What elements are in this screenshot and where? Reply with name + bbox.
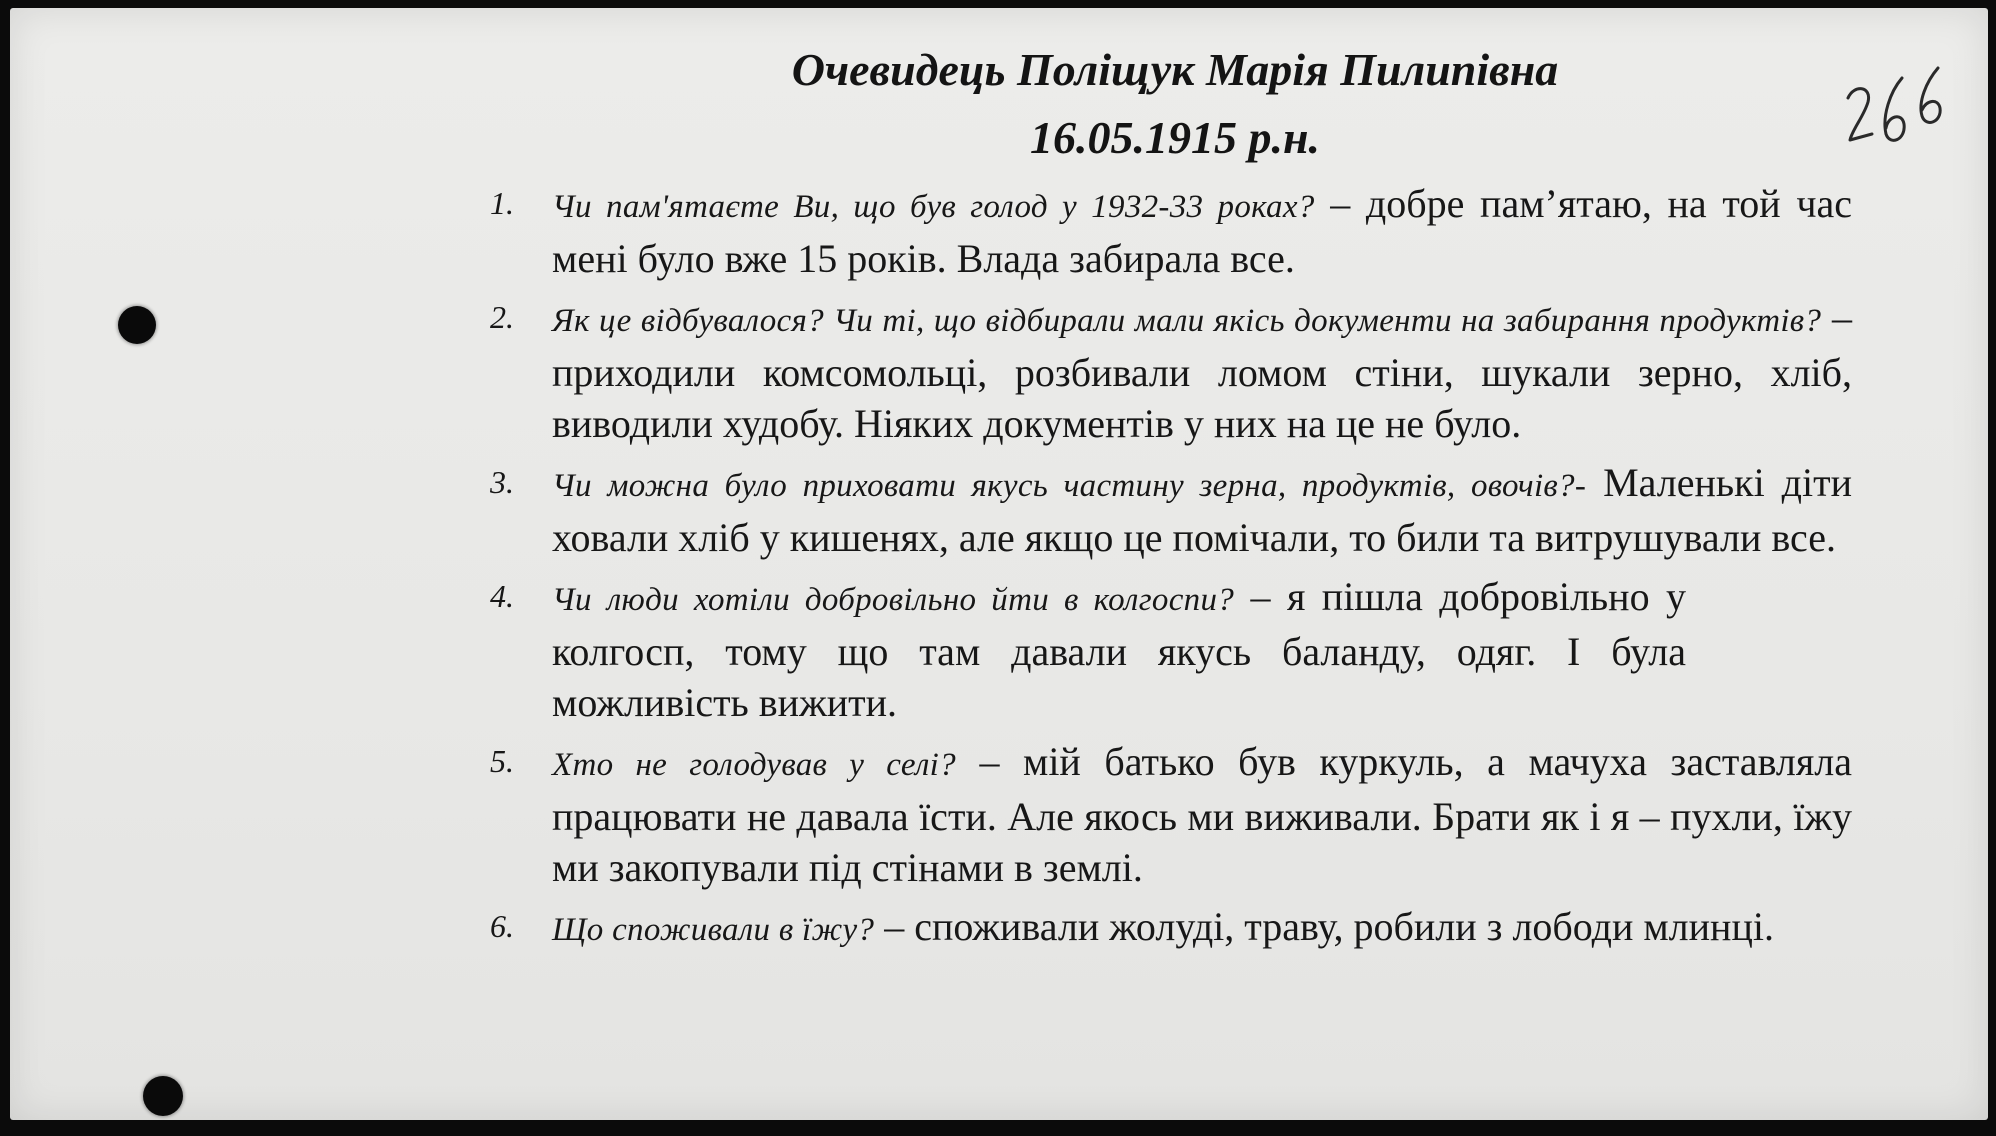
answer-text: – добре пам’ятаю, на той час мені було вже 15 років. Влада забирала все. [552,181,1852,281]
witness-name: Очевидець Поліщук Марія Пилипівна [791,44,1559,95]
list-item [482,571,1852,728]
list-item [482,178,1852,284]
answer-text: – приходили комсомольці, розбивали ломом стіни, шукали зерно, хліб, виводили худобу. Ніяких документів у них на це не було. [552,295,1853,446]
question-text: Чи пам'ятаєте Ви, що був голод у 1932-33 роках? [552,189,1315,225]
item-number: 3. [490,464,514,500]
handwritten-number-mark [1842,58,1952,158]
list-item [482,292,1852,449]
list-item [482,457,1852,563]
item-number: 2. [490,299,514,335]
item-number: 5. [490,743,514,779]
punch-hole-top [118,306,156,344]
answer-text: – я пішла добровільно у колгосп, тому що там давали якусь баланду, одяг. І була можливість вижити. [552,574,1687,725]
handwritten-sheet-number [1842,58,1952,158]
question-text: Хто не голодував у селі? [552,747,956,783]
question-text: Що споживали в їжу? [552,912,875,948]
item-number: 6. [490,908,514,944]
punch-hole-bottom [143,1076,183,1116]
item-number: 1. [490,185,514,221]
question-text: Чи люди хотіли добровільно йти в колгоспи? [552,582,1235,618]
interview-list [482,178,1852,964]
item-number: 4. [490,578,514,614]
document-header [650,36,1700,172]
list-item [482,736,1852,893]
question-text: Чи можна було приховати якусь частину зерна, продуктів, овочів?- [552,468,1587,504]
question-text: Як це відбувалося? Чи ті, що відбирали мали якісь документи на забирання продуктів? [552,303,1822,339]
answer-text: Маленькі діти ховали хліб у кишенях, але якщо це помічали, то били та витрушували все. [552,460,1852,560]
list-item [482,901,1852,956]
answer-text: – мій батько був куркуль, а мачуха заставляла працювати не давала їсти. Але якось ми виживали. Брати як і я – пухли, їжу ми закопували під стінами в землі. [552,739,1852,890]
birth-date: 16.05.1915 р.н. [1029,112,1321,163]
paper-sheet [10,8,1988,1120]
answer-text: – споживали жолуді, траву, робили з лободи млинці. [874,904,1774,949]
